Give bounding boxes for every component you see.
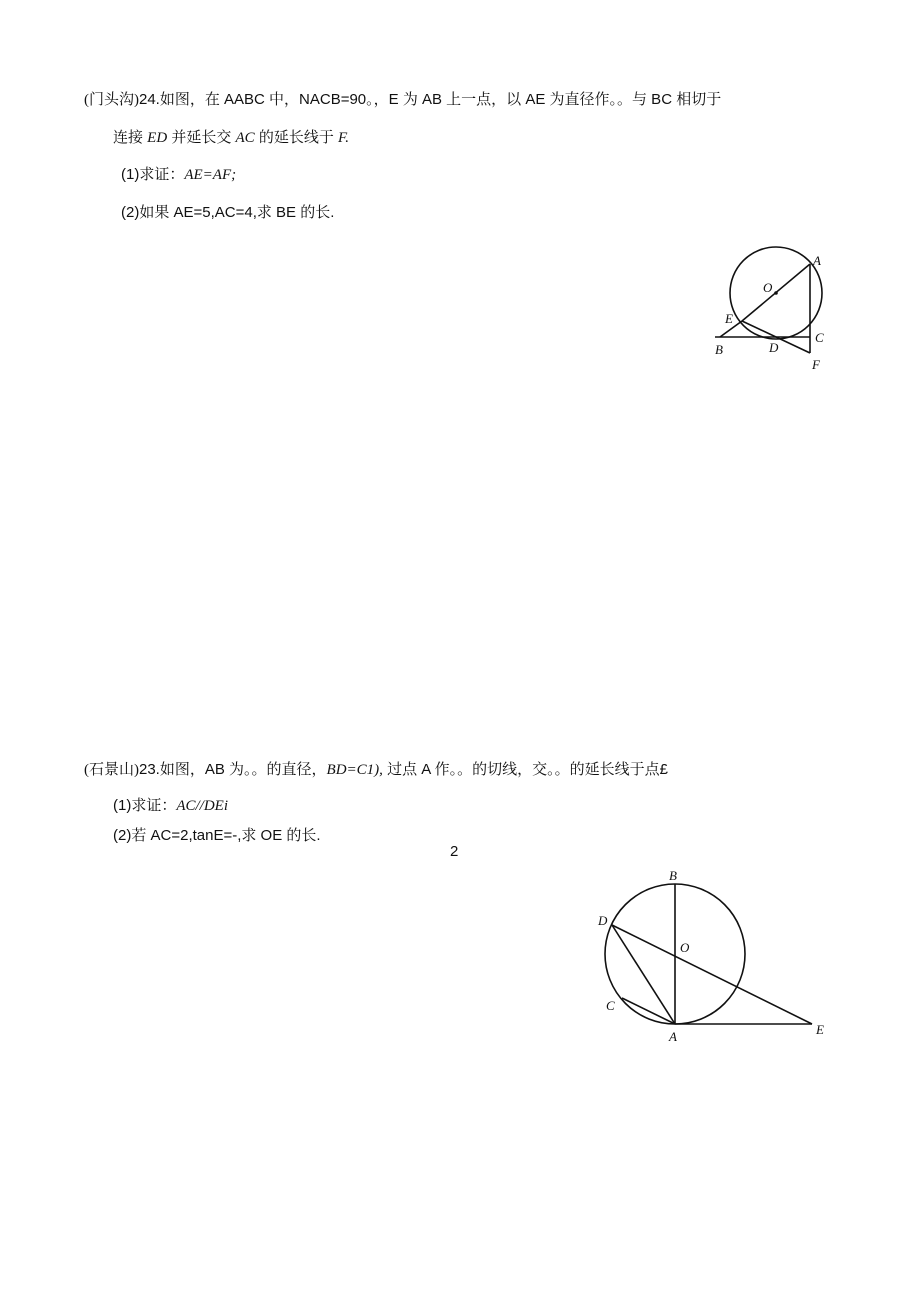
problem1-ac: AC (235, 130, 255, 146)
problem2-q1-claim: AC//DEi (176, 798, 229, 814)
problem2-question2 (113, 826, 321, 846)
problem1-line2 (113, 128, 349, 148)
fig1-label-e: E (725, 311, 733, 326)
problem1-line2-text2: 并延长交 (167, 129, 236, 146)
fig2-label-a: A (669, 1029, 677, 1044)
fig2-line-de (612, 925, 812, 1024)
problem2-figure (595, 865, 835, 1045)
problem2-statement-b: BD=C1), (326, 762, 383, 778)
problem1-figure (705, 245, 845, 375)
problem1-question2 (121, 203, 334, 223)
problem1-f: F. (338, 130, 350, 146)
problem1-source: (门头沟) (84, 92, 139, 108)
problem2-q2-text: (2)若 AC=2,tanE=-,求 OE 的长. (113, 827, 321, 844)
problem1-q2-text: (2)如果 AE=5,AC=4,求 BE 的长. (121, 204, 335, 221)
fig2-label-d: D (598, 913, 608, 928)
problem1-line2-text3: 的延长线于 (254, 129, 339, 146)
problem1-line2-text: 连接 (113, 129, 148, 146)
problem1-line1 (84, 90, 721, 110)
fig1-center-dot (774, 291, 778, 295)
fig1-label-d: D (769, 340, 779, 355)
fig1-label-f: F (812, 357, 820, 372)
problem2-question1 (113, 796, 228, 816)
fig1-label-b: B (715, 342, 723, 357)
problem1-q1-label: (1)求证： (121, 166, 185, 183)
problem2-statement-c: 过点 A 作。。的切线，交。。的延长线于点£ (382, 761, 668, 778)
problem2-source: (石景山) (84, 762, 139, 778)
fig2-label-b: B (669, 868, 677, 883)
fraction-denominator: 2 (450, 843, 459, 860)
fig1-label-a: A (813, 253, 821, 268)
problem2-q1-label: (1)求证： (113, 797, 177, 814)
problem2-statement-a: 23.如图，AB 为。。的直径， (139, 761, 327, 778)
problem1-q1-claim: AE=AF; (184, 167, 237, 183)
fig1-label-o: O (763, 280, 773, 295)
fig2-label-e: E (816, 1022, 824, 1037)
problem2-line1 (84, 760, 668, 780)
problem1-question1 (121, 165, 236, 185)
fig1-label-c: C (815, 330, 824, 345)
fig2-label-o: O (680, 940, 690, 955)
problem1-statement: 24.如图，在 AABC 中，NACB=90。，E 为 AB 上一点，以 AE 为直径作。。与 BC 相切于 (139, 91, 722, 108)
problem1-ed: ED (147, 130, 168, 146)
fig2-label-c: C (606, 998, 615, 1013)
